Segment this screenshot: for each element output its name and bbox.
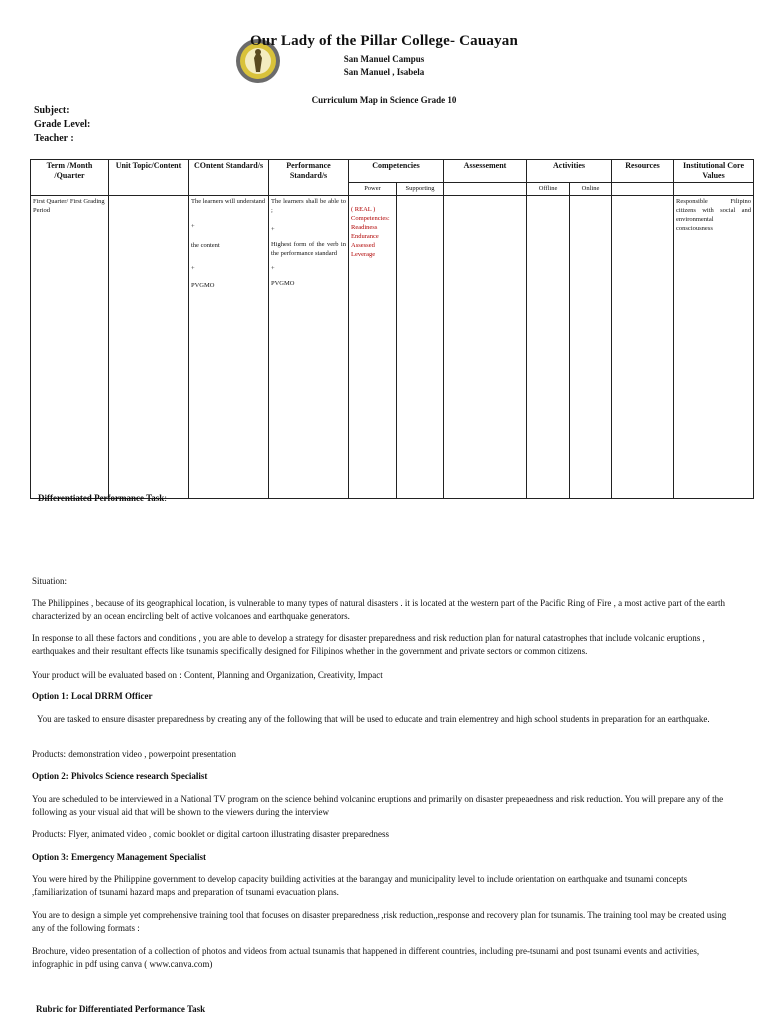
option-3-text-3: Brochure, video presentation of a collection of photos and videos from actual tsunamis that happened in different countries, including pre-tsunami and post tsunami events and activities, infographic in pdf using canva ( www.canva.com) (32, 946, 700, 969)
option-3-heading (32, 851, 738, 864)
header-content-standard: COntent Standard/s (189, 160, 269, 196)
option-2-label: Option 2 (32, 771, 66, 781)
option-2-title: : Phivolcs Science research Specialist (65, 771, 208, 781)
cell-power (349, 196, 397, 499)
situation-label: Situation: (32, 576, 68, 586)
header-unit: Unit Topic/Content (109, 160, 189, 196)
task-heading (38, 493, 167, 503)
option-3-text: You were hired by the Philippine government to develop capacity building activities at the barangay and municipality level to include orientation on earthquake and tsunami concepts ,familiarization of tsunami hazard maps and preparation of tsunami evacuation plans. (32, 874, 688, 897)
cell-content-standard (189, 196, 269, 499)
content-line-4: + (191, 265, 195, 272)
option-3-text-2: You are to design a simple yet comprehensive training tool that focuses on disaster preparedness ,risk reduction,,response and recovery plan for tsunamis. The training tool may be created using any of the following formats : (32, 910, 727, 933)
option-2-products: Products: Flyer, animated video , comic booklet or digital cartoon illustrating disaster preparedness (32, 829, 390, 839)
header-term: Term /Month /Quarter (31, 160, 109, 196)
option-3-title: : Emergency Management Specialist (65, 852, 206, 862)
cell-term (31, 196, 109, 499)
header-assessment: Assessement (444, 160, 527, 183)
subheader-values-blank (674, 183, 754, 196)
cell-online (570, 196, 612, 499)
curriculum-map-table (30, 159, 754, 499)
option-1-title: : Local DRRM Officer (65, 691, 153, 701)
college-name: Our Lady of the Pillar College- Cauayan (249, 33, 519, 49)
header-resources: Resources (612, 160, 674, 183)
subheader-supporting: Supporting (397, 183, 444, 196)
perf-line-4: + (271, 265, 275, 272)
option-1-label: Option 1 (32, 691, 66, 701)
subheader-assessment-blank (444, 183, 527, 196)
cell-resources (612, 196, 674, 499)
header-performance-standard: Performance Standard/s (269, 160, 349, 196)
paragraph-1: The Philippines , because of its geographical location, is vulnerable to many types of natural disasters . it is located at the western part of the Pacific Ring of Fire , a most active part of the earth characterized by an ocean encircling belt of active volcanoes and earthquake generators. (32, 598, 726, 621)
term-text: First Quarter/ First Grading Period (33, 198, 105, 214)
cell-core-values (674, 196, 754, 499)
option-2-heading (32, 770, 738, 783)
content-line-2: + (191, 223, 195, 230)
header-competencies: Competencies (349, 160, 444, 183)
subheader-resources-blank (612, 183, 674, 196)
cell-assessment (444, 196, 527, 499)
perf-line-1: The learners shall be able to ; (271, 198, 346, 214)
subheader-power: Power (349, 183, 397, 196)
paragraph-3: Your product will be evaluated based on : Content, Planning and Organization, Creativity, Impact (32, 670, 383, 680)
grade-level-label: Grade Level: (34, 119, 91, 130)
cell-offline (527, 196, 570, 499)
campus-name: San Manuel Campus (343, 54, 425, 64)
paragraph-2: In response to all these factors and conditions , you are able to develop a strategy for disaster preparedness and risk reduction plan for natural catastrophes that include volcanic eruptions , earthquakes and their resultant effects like tsunamis specifically designed for Filipinos whether in the government and private sectors or common citizens. (32, 633, 705, 656)
task-heading-text: Differentiated Performance Task (38, 493, 165, 503)
option-1-text: You are tasked to ensure disaster preparedness by creating any of the following that will be used to educate and train elementrey and high school students in preparation for an earthquake. (37, 714, 710, 724)
perf-line-3: Highest form of the verb in the performance standard (271, 241, 346, 257)
rubric-heading: Rubric for Differentiated Performance Task (36, 1004, 206, 1014)
option-2-text: You are scheduled to be interviewed in a National TV program on the science behind volcaninc eruptions and primarily on disaster prepeaedness and risk reduction. You will prepare any of the following as your visual aid that will be shown to the viewers during the interview (32, 794, 724, 817)
document-title: Curriculum Map in Science Grade 10 (311, 95, 457, 105)
teacher-label: Teacher : (34, 133, 74, 144)
perf-line-5: PVGMO (271, 280, 295, 287)
cell-supporting (397, 196, 444, 499)
cell-unit (109, 196, 189, 499)
content-line-1: The learners will understand (191, 198, 266, 205)
cell-performance-standard (269, 196, 349, 499)
subheader-online: Online (570, 183, 612, 196)
town-name: San Manuel , Isabela (343, 67, 425, 77)
power-text: ( REAL ) Competencies: Readiness Endurance Assessed Leverage (351, 206, 390, 258)
option-1-products: Products: demonstration video , powerpoint presentation (32, 749, 236, 759)
perf-line-2: + (271, 226, 275, 233)
option-1-heading (32, 690, 738, 703)
option-3-label: Option 3 (32, 852, 66, 862)
task-heading-colon: : (164, 493, 167, 503)
values-text: Responsible Filipino citizens with social and environmental consciousness (676, 198, 752, 232)
header-core-values: Institutional Core Values (674, 160, 754, 183)
content-line-3: the content (191, 242, 220, 249)
subject-label: Subject: (34, 105, 70, 116)
header-activities: Activities (527, 160, 612, 183)
content-line-5: PVGMO (191, 282, 215, 289)
subheader-offline: Offline (527, 183, 570, 196)
